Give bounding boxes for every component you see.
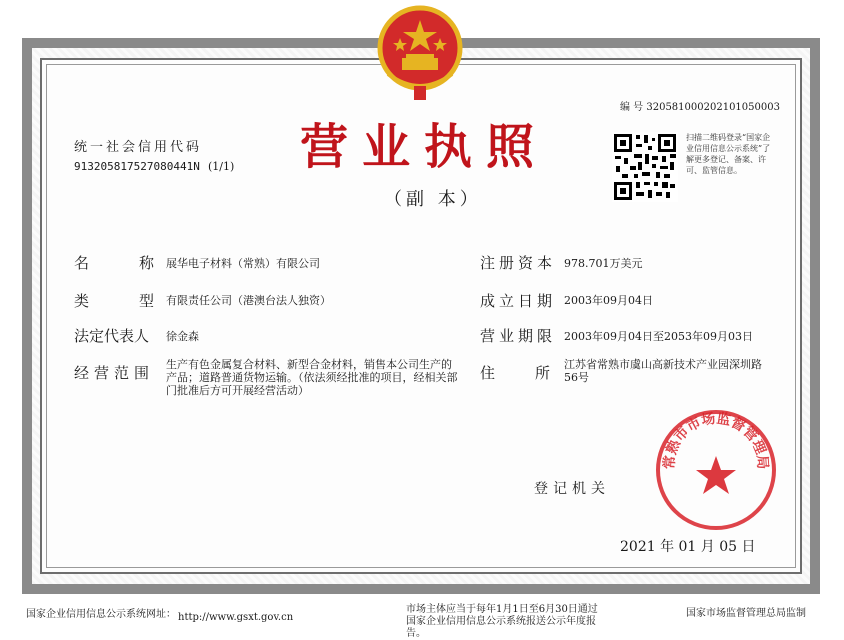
national-emblem-icon xyxy=(374,2,466,102)
address-label xyxy=(480,362,550,383)
address-label-char-2: 所 xyxy=(534,364,550,382)
registration-date: 2021 年 01 月 05 日 xyxy=(620,539,756,555)
legal-rep-label: 法定代表人 xyxy=(74,327,150,345)
document-subtitle: （副 本） xyxy=(384,189,482,210)
footer-website-link[interactable]: http://www.gsxt.gov.cn xyxy=(178,612,294,623)
name-label-char-2: 称 xyxy=(138,254,154,272)
address-label-char-1: 住 xyxy=(480,364,496,382)
footer-annual-report-notice: 市场主体应当于每年1月1日至6月30日通过国家企业信用信息公示系统报送公示年度报告。 xyxy=(406,604,598,639)
footer-issuer: 国家市场监督管理总局监制 xyxy=(686,608,806,619)
official-seal-icon xyxy=(654,408,778,532)
establishment-date-value: 2003年09月04日 xyxy=(564,294,653,307)
document-title: 营业执照 xyxy=(300,119,549,175)
qr-code-icon xyxy=(612,132,678,202)
registered-capital-label: 注册资本 xyxy=(480,254,557,272)
qr-caption: 扫描二维码登录“国家企业信用信息公示系统”了解更多登记、备案、许可、监管信息。 xyxy=(686,133,771,175)
business-scope-label: 经营范围 xyxy=(74,364,155,382)
footer-website-label: 国家企业信用信息公示系统网址： xyxy=(26,609,176,620)
business-term-value: 2003年09月04日至2053年09月03日 xyxy=(564,330,753,343)
legal-rep-value: 徐金森 xyxy=(166,330,199,343)
name-label-char-1: 名 xyxy=(74,254,90,272)
page-indicator: (1/1) xyxy=(208,160,235,173)
address-value: 江苏省常熟市虞山高新技术产业园深圳路56号 xyxy=(564,358,762,384)
seal-text: 常熟市市场监督管理局 xyxy=(661,410,771,470)
company-name-value: 展华电子材料（常熟）有限公司 xyxy=(166,257,320,270)
registered-capital-value: 978.701万美元 xyxy=(564,257,643,270)
registration-authority-label: 登记机关 xyxy=(534,481,610,497)
type-label-char-1: 类 xyxy=(74,292,90,310)
business-scope-value: 生产有色金属复合材料、新型合金材料，销售本公司生产的产品；道路普通货物运输。（依法须经批准的项目，经相关部门批准后方可开展经营活动） xyxy=(166,358,458,397)
type-label xyxy=(74,290,154,311)
type-label-char-2: 型 xyxy=(138,292,154,310)
credit-code-label: 统一社会信用代码 xyxy=(74,140,203,155)
name-label xyxy=(74,252,154,273)
business-term-label: 营业期限 xyxy=(480,327,557,345)
serial-number: 编 号 320581000202101050003 xyxy=(620,102,780,113)
company-type-value: 有限责任公司（港澳台法人独资） xyxy=(166,294,331,307)
establishment-date-label: 成立日期 xyxy=(480,292,557,310)
credit-code-value: 913205817527080441N xyxy=(74,160,200,173)
